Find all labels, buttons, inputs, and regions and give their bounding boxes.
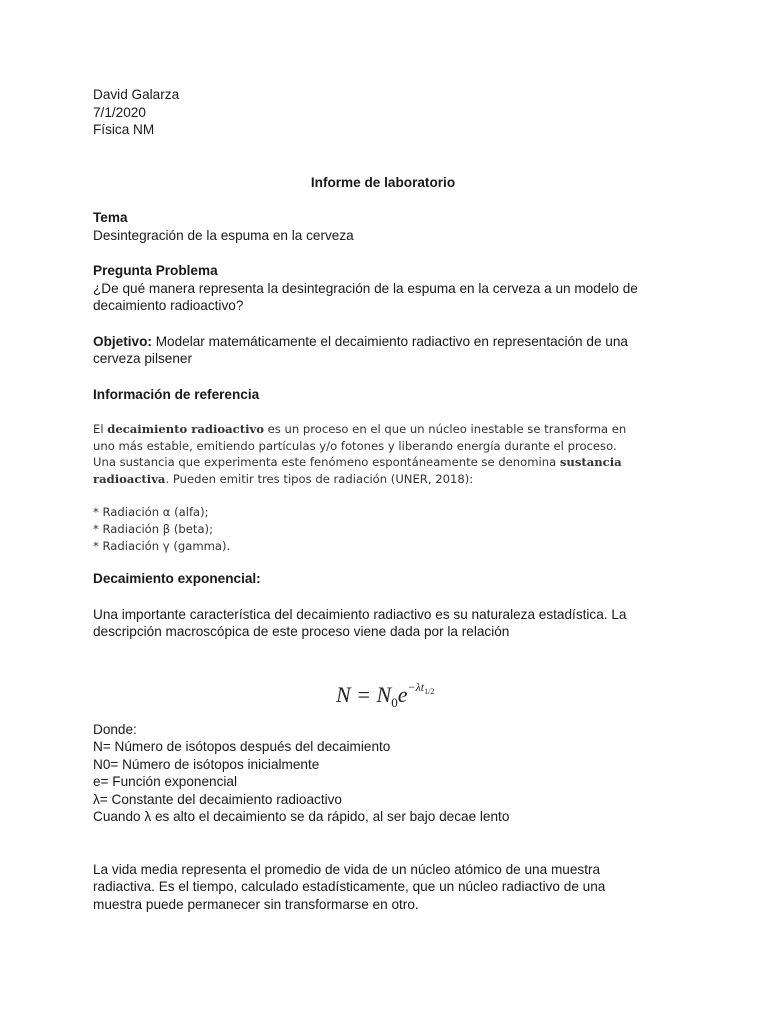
report-date: 7/1/2020 — [93, 104, 146, 120]
objetivo-line-2: cerveza pilsener — [93, 351, 192, 366]
decay-formula — [336, 679, 434, 712]
ref-text: El — [93, 422, 108, 436]
formula-exponent-text: −λt — [407, 680, 425, 694]
referencia-paragraph — [93, 421, 673, 487]
pregunta-line-1: ¿De qué manera representa la desintegración de la espuma en la cerveza a un modelo de — [93, 280, 638, 296]
author-name: David Galarza — [93, 87, 180, 102]
document-body — [93, 86, 673, 913]
vida-media-paragraph — [93, 861, 673, 914]
donde-line: Donde: — [93, 721, 137, 737]
tema-text: Desintegración de la espuma en la cerveza — [93, 227, 354, 243]
report-title: Informe de laboratorio — [310, 174, 456, 190]
objetivo-text: Modelar matemáticamente el decaimiento radiactivo en representación de una — [151, 333, 628, 349]
donde-line: e= Función exponencial — [93, 774, 237, 790]
pregunta-heading: Pregunta Problema — [93, 263, 218, 278]
ref-text: . Pueden emitir tres tipos de radiación (UNER, 2018): — [165, 471, 474, 486]
vida-media-line: La vida media representa el promedio de vida de un núcleo atómico de una muestra — [93, 861, 601, 877]
radiation-list — [93, 504, 673, 554]
vida-media-line: radiactiva. Es el tiempo, calculado estadísticamente, que un núcleo radiactivo de una — [93, 879, 606, 895]
objetivo-label: Objetivo: — [93, 333, 152, 349]
referencia-line-2: uno más estable, emitiendo partículas y/o fotones y liberando energía durante el proceso. — [93, 438, 617, 453]
donde-line: N= Número de isótopos después del decaimiento — [93, 739, 391, 755]
donde-line: λ= Constante del decaimiento radioactivo — [93, 791, 342, 807]
vida-media-line: muestra puede permanecer sin transformarse en otro. — [93, 896, 419, 912]
formula-exponent — [407, 680, 434, 694]
list-item: * Radiación β (beta); — [93, 521, 213, 536]
donde-line: Cuando λ es alto el decaimiento se da rápido, al ser bajo decae lento — [93, 809, 510, 825]
list-item: * Radiación α (alfa); — [93, 505, 209, 520]
course-name: Física NM — [93, 122, 155, 137]
referencia-line-4 — [93, 471, 673, 488]
tema-heading: Tema — [93, 210, 128, 225]
donde-block — [93, 721, 673, 826]
pregunta-line-2: decaimiento radioactivo? — [93, 298, 244, 313]
exponencial-line-1: Una importante característica del decaimiento radiactivo es su naturaleza estadística. La — [93, 606, 627, 622]
donde-line: N0= Número de isótopos inicialmente — [93, 756, 320, 772]
formula-exponent-subscript: 1/2 — [424, 687, 435, 696]
ref-term-radioactiva: radioactiva — [93, 471, 166, 486]
list-item: * Radiación γ (gamma). — [93, 538, 231, 553]
ref-term-decaimiento: decaimiento radioactivo — [107, 422, 264, 436]
ref-text: es un proceso en el que un núcleo inestable se transforma en — [263, 422, 627, 436]
ref-term-sustancia: sustancia — [559, 455, 622, 470]
ref-text: Una sustancia que experimenta este fenómeno espontáneamente se denomina — [93, 455, 560, 470]
exponencial-heading: Decaimiento exponencial: — [93, 571, 261, 587]
referencia-line-3 — [93, 454, 673, 471]
referencia-line-1 — [93, 421, 673, 438]
formula-lhs: N = N — [336, 682, 392, 707]
formula-subscript: 0 — [391, 695, 398, 710]
formula-base: e — [397, 682, 408, 707]
exponencial-line-2: descripción macroscópica de este proceso viene dada por la relación — [93, 624, 510, 640]
referencia-heading: Información de referencia — [93, 386, 260, 402]
objetivo-line-1 — [93, 333, 673, 351]
